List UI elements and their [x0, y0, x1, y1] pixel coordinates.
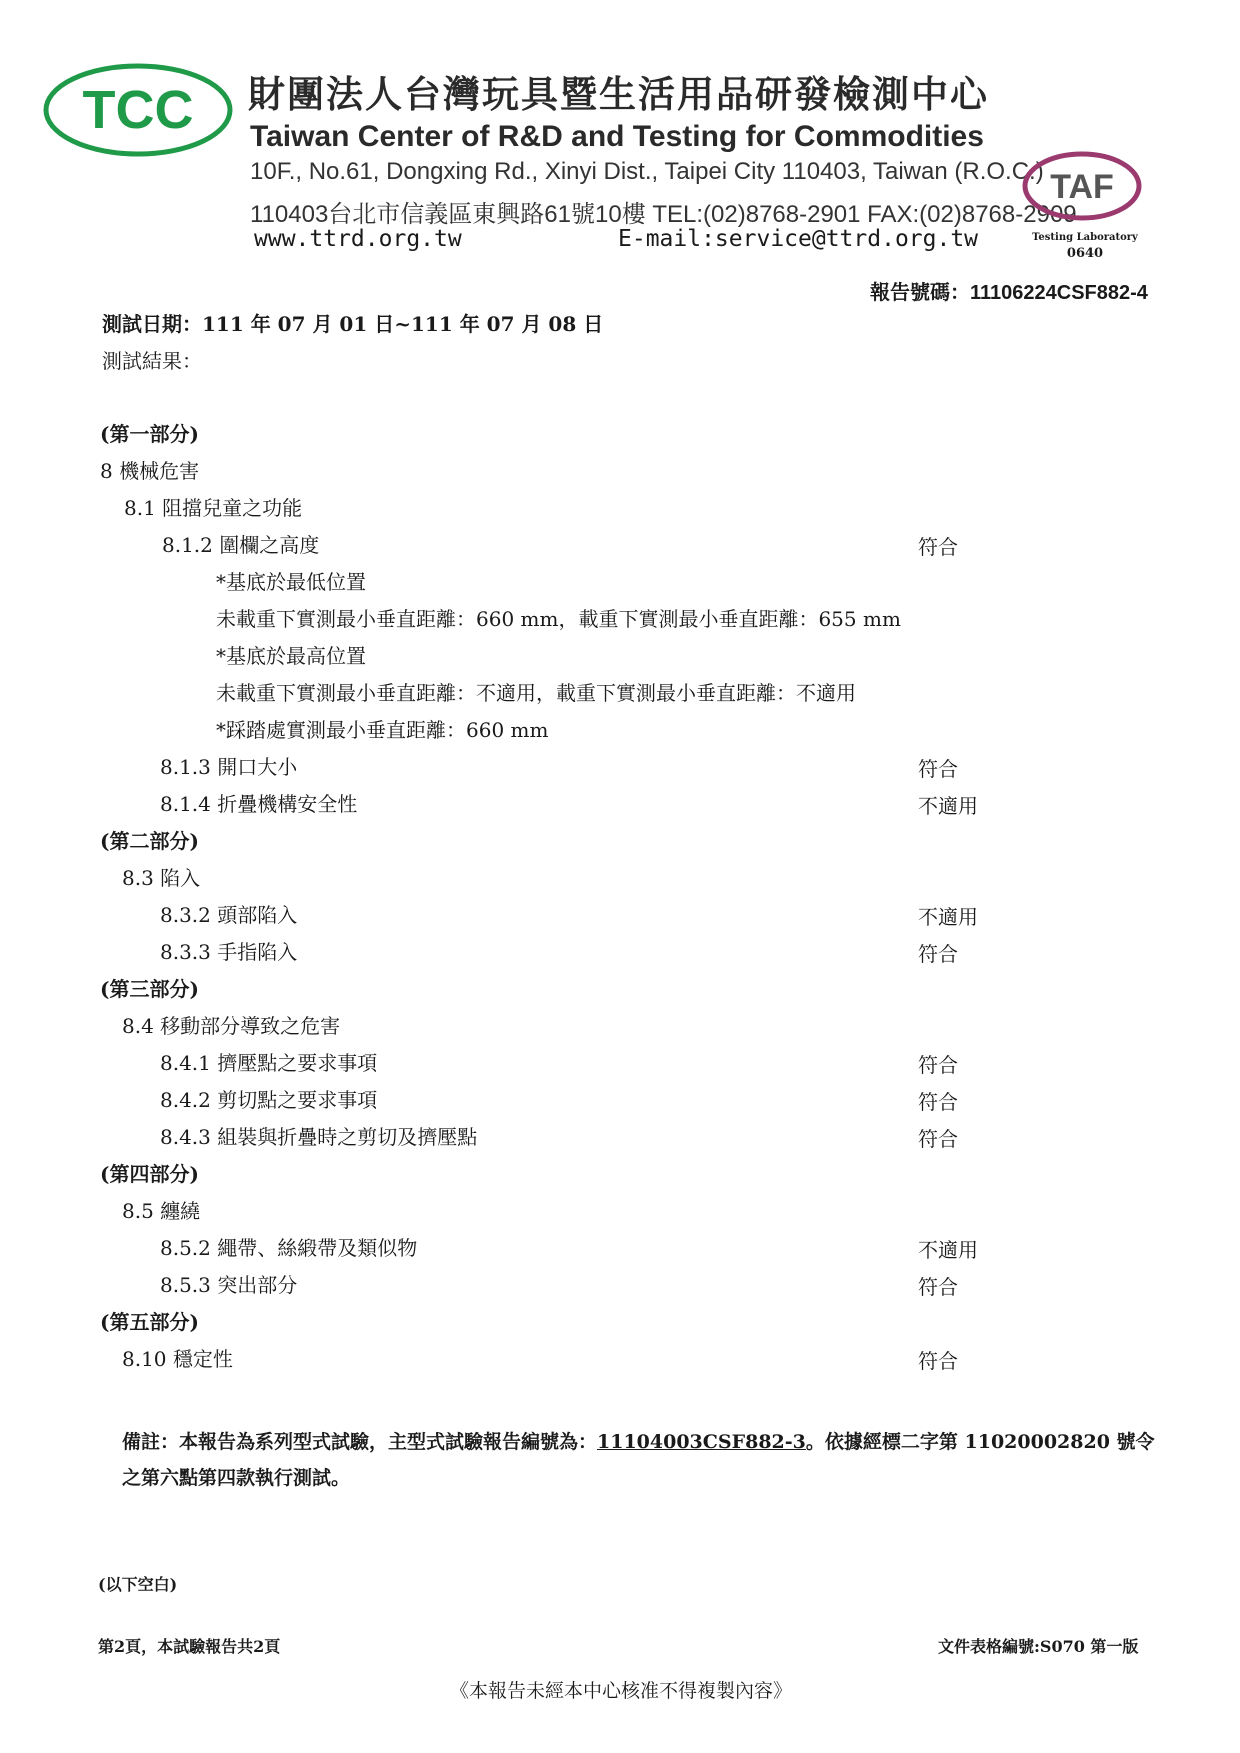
form-number: 文件表格編號:S070 第一版 — [938, 1637, 1139, 1656]
remarks-prefix: 備註：本報告為系列型式試驗，主型式試驗報告編號為： — [122, 1431, 598, 1453]
clause-item: 8.5.3 突出部分 — [160, 1273, 298, 1297]
address-zh-contact: 110403台北市信義區東興路61號10樓 TEL:(02)8768-2901 FAX:(02)8768-2909 — [250, 201, 1077, 228]
tcc-logo — [42, 62, 234, 158]
section-heading: (第一部分) — [100, 422, 199, 446]
clause-item: 8.10 穩定性 — [122, 1347, 233, 1371]
result-value: 不適用 — [918, 1238, 978, 1262]
clause-item: 8.1 阻擋兒童之功能 — [124, 496, 303, 520]
clause-item: 8.4.3 組裝與折疊時之剪切及擠壓點 — [160, 1125, 478, 1149]
clause-item: 8.4 移動部分導致之危害 — [122, 1014, 341, 1038]
measurement-note: *基底於最低位置 — [216, 570, 366, 594]
email-link[interactable]: E-mail:service@ttrd.org.tw — [618, 226, 979, 252]
clause-item: 8.1.2 圍欄之高度 — [162, 533, 320, 557]
taf-logo — [1020, 148, 1144, 224]
measurement-note: 未載重下實測最小垂直距離：660 mm，載重下實測最小垂直距離：655 mm — [216, 607, 901, 631]
result-value: 符合 — [918, 1349, 958, 1373]
measurement-note: *踩踏處實測最小垂直距離：660 mm — [216, 718, 549, 742]
clause-item: 8.1.4 折疊機構安全性 — [160, 792, 358, 816]
org-name-zh: 財團法人台灣玩具暨生活用品研發檢測中心 — [248, 73, 989, 116]
result-value: 符合 — [918, 535, 958, 559]
taf-number: 0640 — [1066, 246, 1104, 261]
measurement-note: 未載重下實測最小垂直距離：不適用，載重下實測最小垂直距離：不適用 — [216, 681, 856, 705]
result-value: 符合 — [918, 942, 958, 966]
clause-item: 8.4.2 剪切點之要求事項 — [160, 1088, 378, 1112]
result-value: 不適用 — [918, 905, 978, 929]
remarks — [122, 1424, 1162, 1496]
test-date: 測試日期：111 年 07 月 01 日~111 年 07 月 08 日 — [102, 312, 604, 336]
org-name-en: Taiwan Center of R&D and Testing for Commodities — [250, 120, 984, 153]
measurement-note: *基底於最高位置 — [216, 644, 366, 668]
test-result-label: 測試結果： — [102, 349, 202, 373]
main-report-number: 11104003CSF882-3 — [597, 1431, 806, 1453]
clause-item: 8.5 纏繞 — [122, 1199, 201, 1223]
clause-item: 8.3 陷入 — [122, 866, 201, 890]
clause-item: 8.5.2 繩帶、絲緞帶及類似物 — [160, 1236, 418, 1260]
website-link[interactable]: www.ttrd.org.tw — [254, 226, 462, 252]
section-heading: (第二部分) — [100, 829, 199, 853]
clause-item: 8.3.2 頭部陷入 — [160, 903, 298, 927]
remarks-suffix: 。依據經標二字第 11020002820 號令之第六點第四款執行測試。 — [122, 1431, 1155, 1489]
report-number: 報告號碼：11106224CSF882-4 — [870, 282, 1148, 304]
result-value: 符合 — [918, 1053, 958, 1077]
section-heading: (第三部分) — [100, 977, 199, 1001]
clause-item: 8.3.3 手指陷入 — [160, 940, 298, 964]
section-heading: (第四部分) — [100, 1162, 199, 1186]
result-value: 符合 — [918, 1127, 958, 1151]
taf-label: Testing Laboratory — [1032, 232, 1138, 243]
address-en: 10F., No.61, Dongxing Rd., Xinyi Dist., Taipei City 110403, Taiwan (R.O.C.) — [250, 158, 1044, 185]
blank-below-marker: (以下空白) — [98, 1575, 178, 1594]
tcc-logo-text: TCC — [82, 80, 194, 140]
clause-item: 8.4.1 擠壓點之要求事項 — [160, 1051, 378, 1075]
result-value: 符合 — [918, 757, 958, 781]
taf-logo-text: TAF — [1050, 168, 1114, 206]
result-value: 符合 — [918, 1090, 958, 1114]
section-heading: (第五部分) — [100, 1310, 199, 1334]
result-value: 符合 — [918, 1275, 958, 1299]
page-info: 第2頁，本試驗報告共2頁 — [98, 1637, 281, 1656]
clause-item: 8.1.3 開口大小 — [160, 755, 298, 779]
result-value: 不適用 — [918, 794, 978, 818]
footer-notice: 《本報告未經本中心核准不得複製內容》 — [450, 1680, 793, 1702]
clause-item: 8 機械危害 — [100, 459, 200, 483]
